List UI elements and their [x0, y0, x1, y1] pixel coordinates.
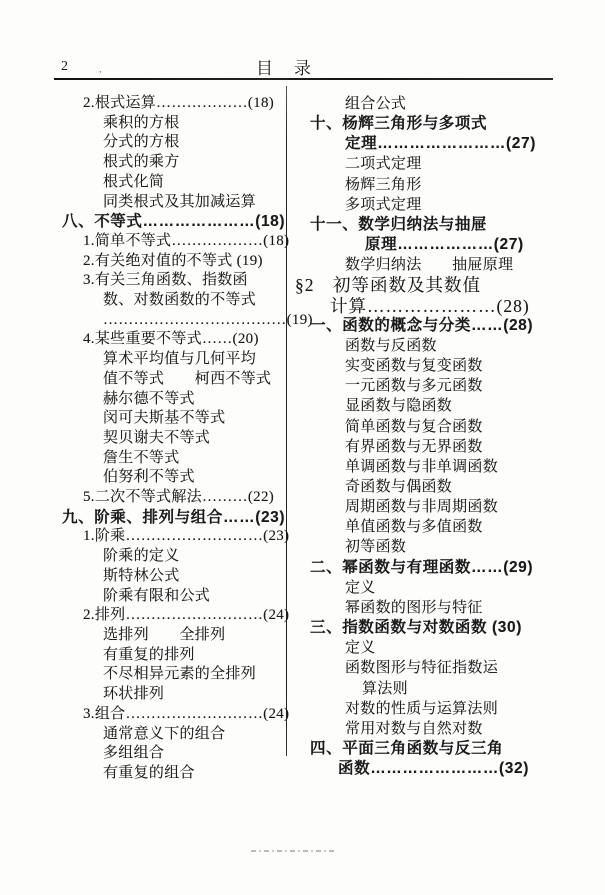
toc-line: 十、杨辉三角形与多项式 — [310, 115, 488, 133]
toc-line: 有重复的组合 — [103, 764, 195, 781]
scan-stray-mark: , — [99, 63, 102, 75]
toc-line: 根式化简 — [103, 173, 165, 190]
toc-line: 数学归纳法 抽屉原理 — [345, 257, 514, 274]
toc-line: 1.简单不等式………………(18) — [83, 232, 290, 249]
toc-line: 伯努利不等式 — [103, 469, 195, 486]
toc-line: 赫尔德不等式 — [103, 390, 195, 407]
toc-line: 多组组合 — [103, 745, 165, 762]
toc-line: 函数……………………(32) — [338, 760, 529, 778]
toc-line: 5.二次不等式解法………(22) — [83, 489, 275, 506]
toc-line: 2.根式运算………………(18) — [83, 95, 275, 111]
toc-line: §2 初等函数及其数值 — [295, 275, 481, 296]
toc-right-column — [295, 94, 557, 779]
toc-line: 3.有关三角函数、指数函 — [83, 272, 248, 289]
toc-line: 1.阶乘………………………(23) — [83, 528, 290, 545]
toc-line: 周期函数与非周期函数 — [345, 499, 499, 516]
toc-line: 詹生不等式 — [103, 449, 180, 466]
toc-line: 多项式定理 — [345, 196, 422, 213]
toc-line: 2.排列………………………(24) — [83, 607, 290, 624]
column-divider — [286, 86, 287, 756]
toc-line: 简单函数与复合函数 — [345, 418, 483, 435]
toc-line: 原理………………(27) — [365, 236, 524, 254]
toc-line: 函数与反函数 — [345, 337, 437, 354]
toc-line: 根式的乘方 — [103, 154, 180, 171]
header-rule — [54, 78, 553, 80]
toc-line: 初等函数 — [345, 539, 407, 556]
toc-line: 有界函数与无界函数 — [345, 438, 483, 455]
page-title: 目 录 — [256, 59, 313, 78]
toc-line: 杨辉三角形 — [345, 176, 422, 193]
toc-line: 4.某些重要不等式……(20) — [83, 331, 259, 348]
page-number: 2 — [61, 59, 68, 74]
toc-line: 对数的性质与运算法则 — [345, 700, 499, 717]
toc-line: 数、对数函数的不等式 — [103, 292, 257, 309]
toc-line: 不尽相异元素的全排列 — [103, 666, 257, 683]
toc-line: ………………………………(19) — [103, 311, 313, 328]
toc-line: 斯特林公式 — [103, 567, 180, 584]
toc-line: 幂函数的图形与特征 — [345, 599, 483, 616]
toc-line: 显函数与隐函数 — [345, 398, 453, 415]
toc-line: 组合公式 — [345, 96, 407, 112]
toc-line: 值不等式 柯西不等式 — [103, 370, 272, 387]
toc-line: 定义 — [345, 579, 376, 596]
scan-smudge-artifact — [251, 850, 337, 852]
toc-line: 定义 — [345, 640, 376, 657]
toc-line: 有重复的排列 — [103, 646, 195, 663]
toc-line: 定理……………………(27) — [345, 135, 536, 153]
toc-line: 八、不等式…………………(18) — [62, 213, 286, 231]
toc-line: 闵可夫斯基不等式 — [103, 410, 226, 427]
toc-line: 单值函数与多值函数 — [345, 519, 483, 536]
toc-line: 乘积的方根 — [103, 114, 180, 131]
toc-line: 二项式定理 — [345, 156, 422, 173]
toc-line: 三、指数函数与对数函数 (30) — [310, 619, 522, 637]
toc-line: 分式的方根 — [103, 134, 180, 151]
toc-line: 环状排列 — [103, 686, 165, 703]
toc-line: 九、阶乘、排列与组合……(23) — [62, 508, 286, 526]
toc-line: 单调函数与非单调函数 — [345, 458, 499, 475]
toc-line: 阶乘有限和公式 — [103, 587, 211, 604]
toc-line: 实变函数与复变函数 — [345, 358, 483, 375]
toc-line: 函数图形与特征指数运 — [345, 660, 499, 677]
toc-left-column — [62, 94, 313, 784]
toc-line: 二、幂函数与有理函数……(29) — [310, 558, 534, 576]
toc-line: 3.组合………………………(24) — [83, 705, 290, 722]
toc-line: 契贝谢夫不等式 — [103, 429, 211, 446]
toc-line: 奇函数与偶函数 — [345, 478, 453, 495]
toc-line: 常用对数与自然对数 — [345, 720, 483, 737]
toc-line: 十一、数学归纳法与抽屉 — [310, 215, 488, 233]
toc-line: 同类根式及其加减运算 — [103, 193, 257, 210]
toc-line: 计算…………………(28) — [330, 295, 530, 316]
toc-line: 算术平均值与几何平均 — [103, 351, 257, 368]
toc-line: 阶乘的定义 — [103, 548, 180, 565]
toc-line: 算法则 — [362, 680, 408, 697]
toc-line: 一元函数与多元函数 — [345, 378, 483, 395]
toc-line: 选排列 全排列 — [103, 626, 226, 643]
toc-line: 一、函数的概念与分类……(28) — [310, 316, 534, 334]
toc-line: 四、平面三角函数与反三角 — [310, 740, 504, 757]
toc-line: 通常意义下的组合 — [103, 725, 226, 742]
toc-line: 2.有关绝对值的不等式 (19) — [83, 252, 263, 269]
